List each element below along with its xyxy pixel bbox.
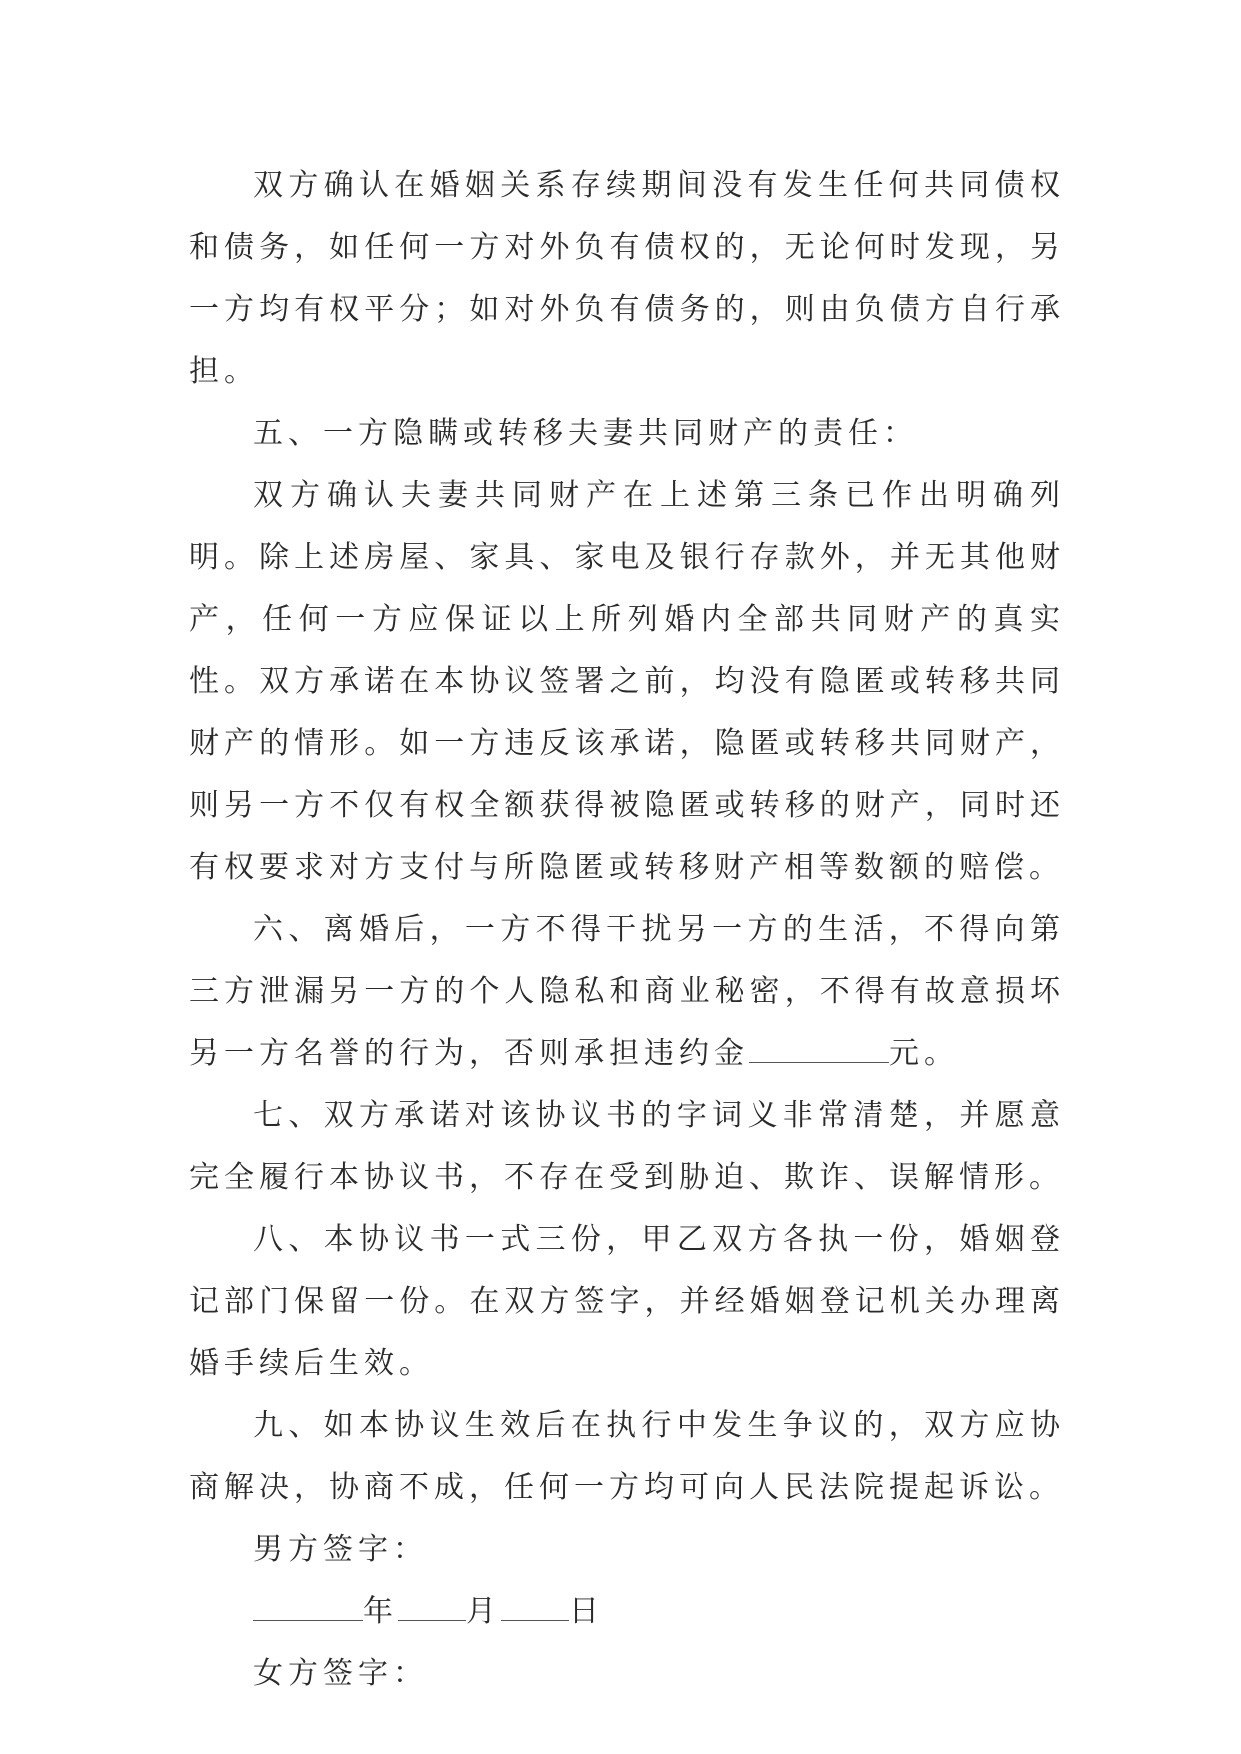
clause-6 [189, 899, 1065, 1085]
day-blank[interactable] [501, 1592, 569, 1621]
clause-5-heading: 五、一方隐瞒或转移夫妻共同财产的责任： [253, 416, 918, 451]
document-body [189, 155, 1065, 1705]
month-label: 月 [466, 1594, 501, 1629]
signature-date-line [189, 1581, 1065, 1643]
clause-8: 八、本协议书一式三份，甲乙双方各执一份，婚姻登记部门保留一份。在双方签字，并经婚姻登记机关办理离婚手续后生效。 [189, 1222, 1065, 1381]
day-label: 日 [569, 1594, 604, 1629]
month-blank[interactable] [398, 1592, 466, 1621]
paragraph-property-concealment: 双方确认夫妻共同财产在上述第三条已作出明确列明。除上述房屋、家具、家电及银行存款外，并无其他财产，任何一方应保证以上所列婚内全部共同财产的真实性。双方承诺在本协议签署之前，均没有隐匿或转移共同财产的情形。如一方违反该承诺，隐匿或转移共同财产，则另一方不仅有权全额获得被隐匿或转移的财产，同时还有权要求对方支付与所隐匿或转移财产相等数额的赔偿。 [189, 478, 1065, 885]
female-signature-label: 女方签字： [253, 1656, 428, 1691]
clause-9: 九、如本协议生效后在执行中发生争议的，双方应协商解决，协商不成，任何一方均可向人民法院提起诉讼。 [189, 1408, 1065, 1505]
year-label: 年 [363, 1594, 398, 1629]
clause-7: 七、双方承诺对该协议书的字词义非常清楚，并愿意完全履行本协议书，不存在受到胁迫、欺诈、误解情形。 [189, 1098, 1065, 1195]
penalty-amount-blank[interactable] [749, 1034, 889, 1063]
male-signature-label: 男方签字： [253, 1532, 428, 1567]
year-blank[interactable] [253, 1592, 363, 1621]
clause-6-text: 六、离婚后，一方不得干扰另一方的生活，不得向第三方泄漏另一方的个人隐私和商业秘密，不得有故意损坏另一方名誉的行为，否则承担违约金 [189, 912, 1065, 1071]
paragraph-debts: 双方确认在婚姻关系存续期间没有发生任何共同债权和债务，如任何一方对外负有债权的，无论何时发现，另一方均有权平分；如对外负有债务的，则由负债方自行承担。 [189, 168, 1065, 389]
clause-6-unit: 元。 [889, 1036, 959, 1071]
